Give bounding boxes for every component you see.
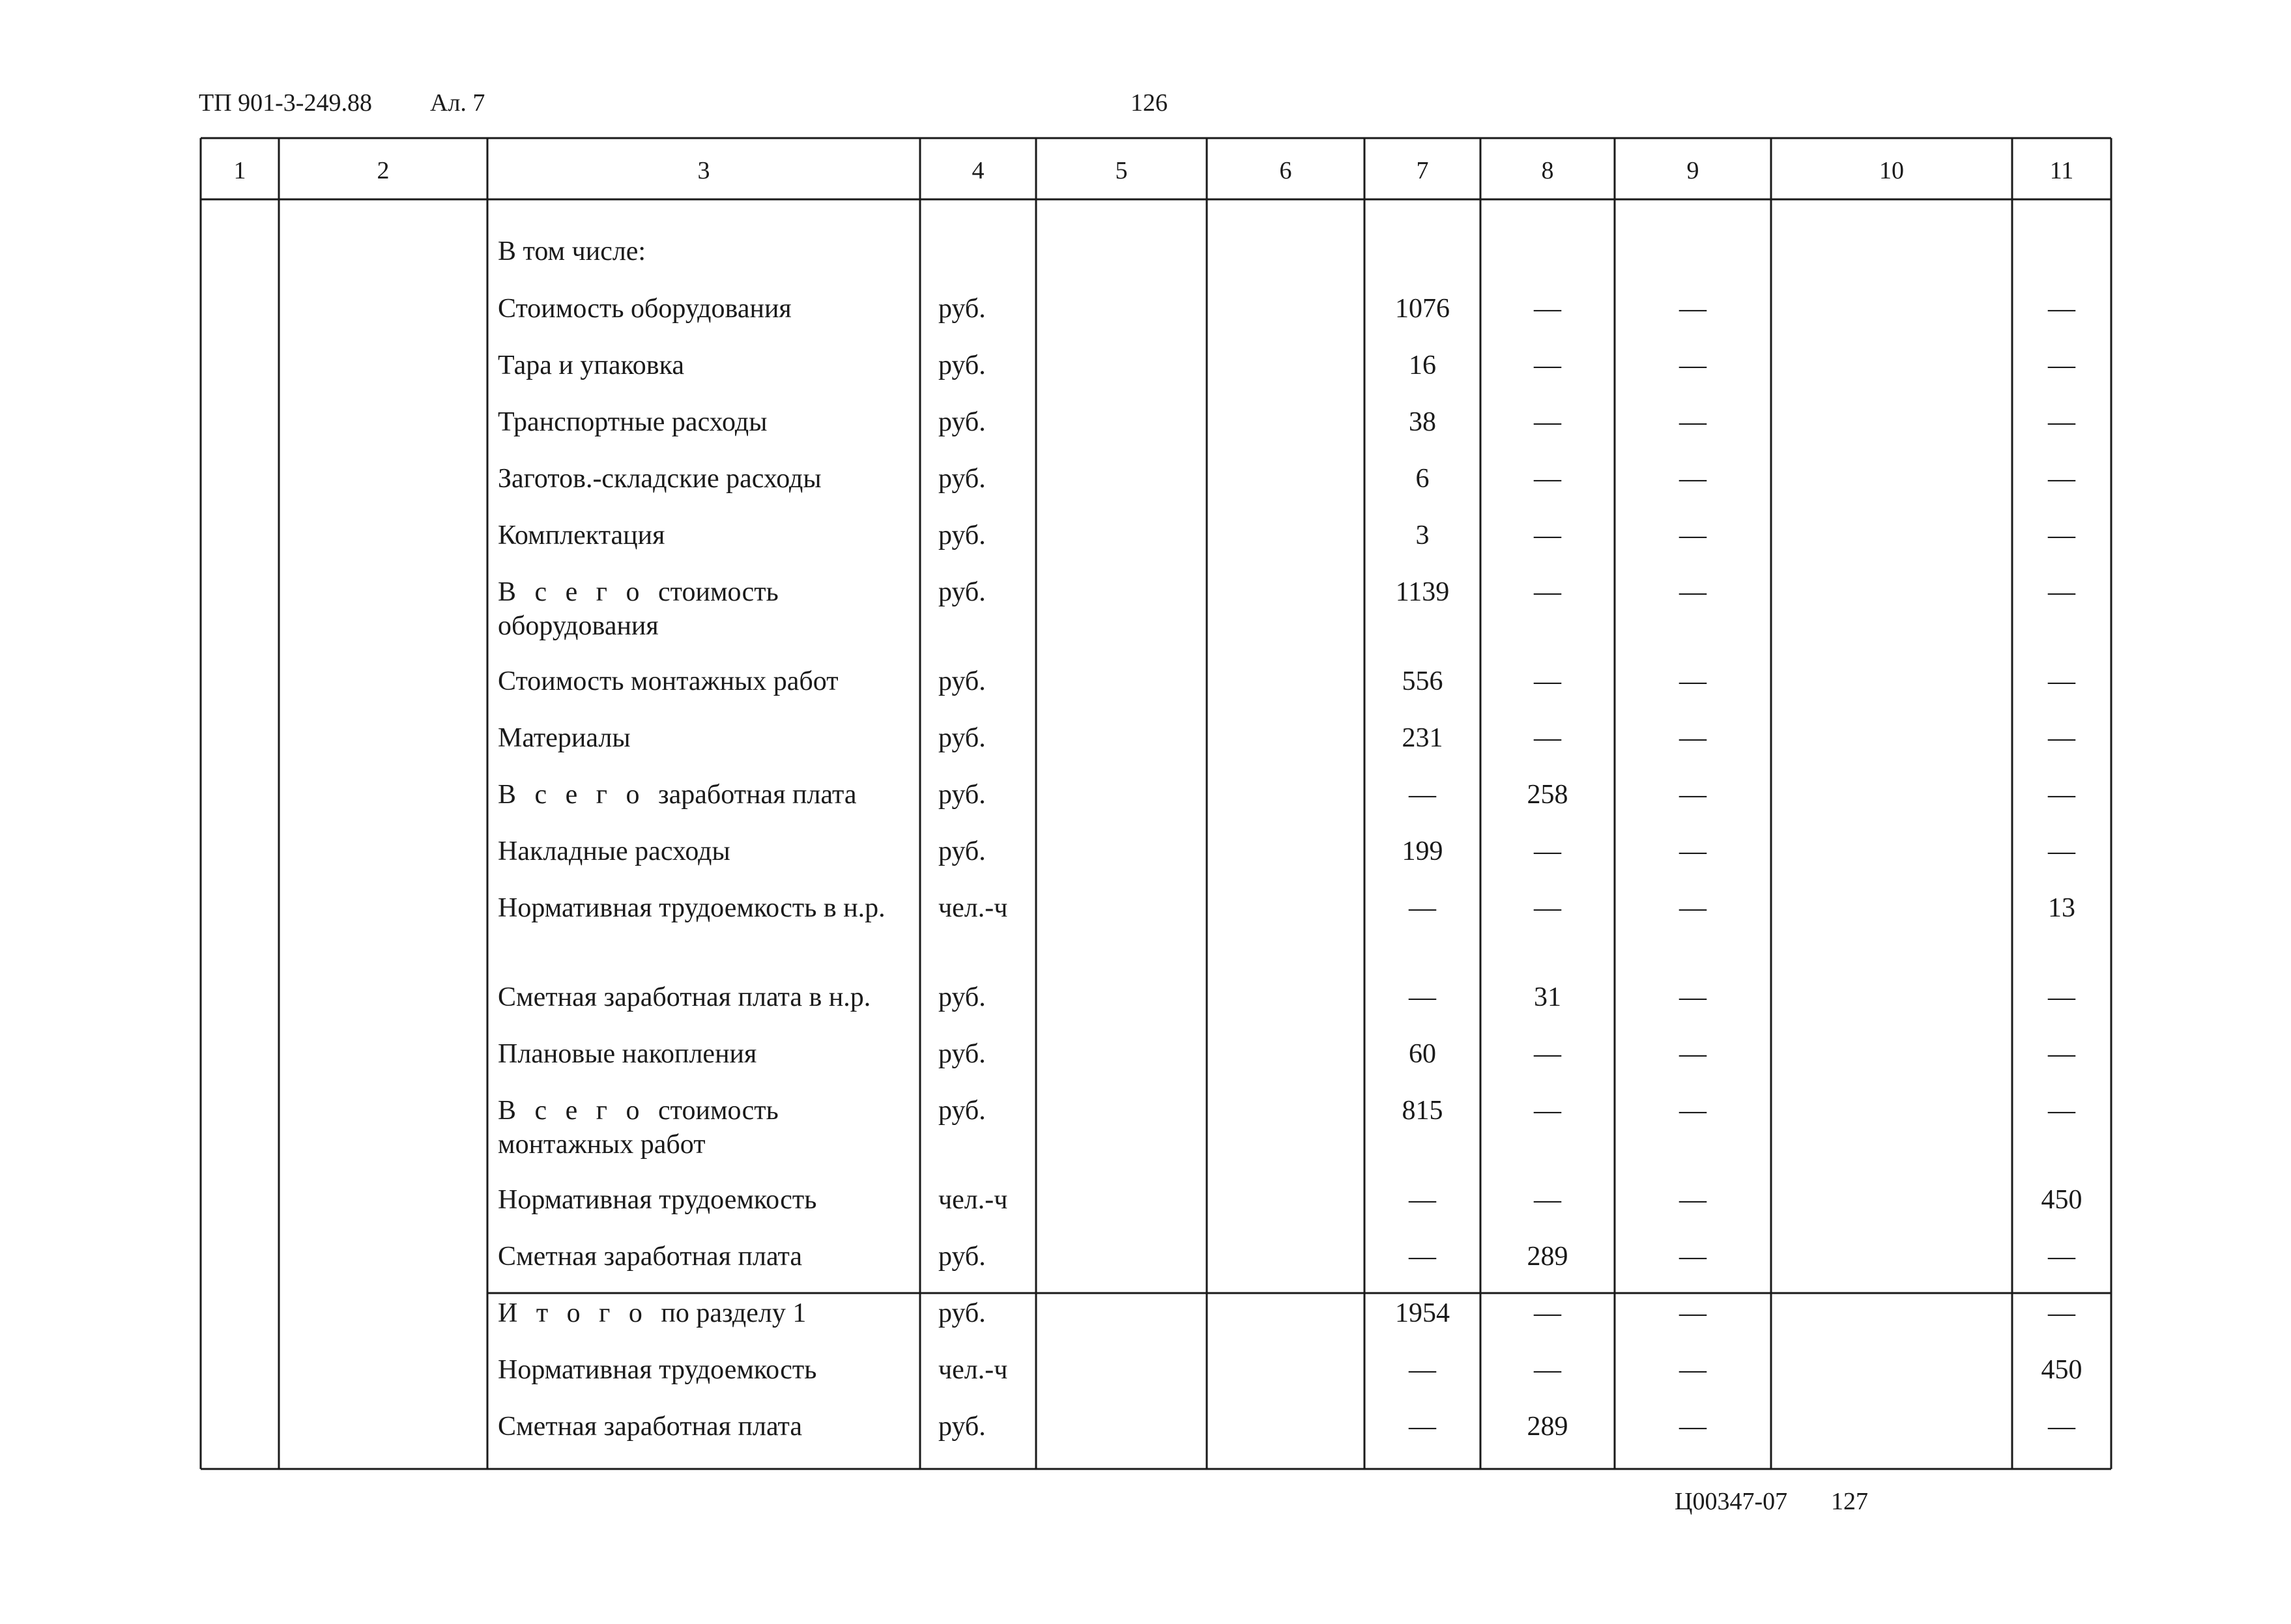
- row-9-col7: —: [1409, 780, 1436, 810]
- row-3-col7: 38: [1409, 407, 1436, 437]
- row-10-unit: руб.: [938, 836, 986, 866]
- row-12-col11: —: [2048, 982, 2075, 1012]
- row-9-col8: 258: [1527, 780, 1568, 810]
- row-2-description: [498, 349, 915, 382]
- row-2-unit: руб.: [938, 350, 986, 380]
- row-6-col11: —: [2048, 577, 2075, 607]
- row-5-unit: руб.: [938, 520, 986, 550]
- row-7-col8: —: [1534, 666, 1561, 696]
- row-14-unit: руб.: [938, 1096, 986, 1126]
- row-3-col11: —: [2048, 407, 2075, 437]
- row-16-col11: —: [2048, 1242, 2075, 1272]
- row-12-description-text: Сметная заработная плата в н.р.: [498, 982, 871, 1012]
- row-8-col11: —: [2048, 723, 2075, 753]
- row-5-col9: —: [1679, 520, 1707, 550]
- column-header-4: 4: [972, 157, 985, 184]
- row-15-description: [498, 1183, 915, 1217]
- row-4-description: [498, 462, 915, 496]
- row-11-unit: чел.-ч: [938, 893, 1008, 923]
- row-4-col7: 6: [1415, 464, 1430, 494]
- row-2-col11: —: [2048, 350, 2075, 380]
- column-header-8: 8: [1541, 157, 1554, 184]
- row-1-col7: 1076: [1395, 294, 1450, 324]
- row-11-description: [498, 891, 915, 925]
- row-11-col7: —: [1409, 893, 1436, 923]
- row-1-col8: —: [1534, 294, 1561, 324]
- row-6-unit: руб.: [938, 577, 986, 607]
- row-14-col8: —: [1534, 1096, 1561, 1126]
- row-3-unit: руб.: [938, 407, 986, 437]
- row-10-col11: —: [2048, 836, 2075, 866]
- row-2-col7: 16: [1409, 350, 1436, 380]
- row-2-col9: —: [1679, 350, 1707, 380]
- column-header-6: 6: [1279, 157, 1292, 184]
- row-16-col8: 289: [1527, 1242, 1568, 1272]
- row-11-col11: 13: [2048, 893, 2075, 923]
- row-7-description: [498, 664, 915, 698]
- row-8-unit: руб.: [938, 723, 986, 753]
- row-14-col11: —: [2048, 1096, 2075, 1126]
- row-11-description-text: Нормативная трудоемкость в н.р.: [498, 893, 886, 923]
- total-row-2-col8: —: [1534, 1355, 1561, 1385]
- row-16-col9: —: [1679, 1242, 1707, 1272]
- row-3-description: [498, 405, 915, 439]
- row-13-col11: —: [2048, 1039, 2075, 1069]
- column-header-1: 1: [233, 157, 246, 184]
- row-13-unit: руб.: [938, 1039, 986, 1069]
- row-4-unit: руб.: [938, 464, 986, 494]
- row-12-description: [498, 980, 915, 1014]
- row-3-col8: —: [1534, 407, 1561, 437]
- row-8-col9: —: [1679, 723, 1707, 753]
- row-1-description-text: Стоимость оборудования: [498, 294, 792, 324]
- row-14-description: [498, 1094, 915, 1161]
- row-14-col9: —: [1679, 1096, 1707, 1126]
- row-8-description: [498, 721, 915, 755]
- row-11-col8: —: [1534, 893, 1561, 923]
- row-4-col9: —: [1679, 464, 1707, 494]
- row-9-description-emphasis: В с е г о: [498, 780, 659, 810]
- total-row-1-col11: —: [2048, 1298, 2075, 1328]
- total-row-1-description-emphasis: И т о г о: [498, 1298, 661, 1328]
- row-7-unit: руб.: [938, 666, 986, 696]
- row-8-col8: —: [1534, 723, 1561, 753]
- row-3-col9: —: [1679, 407, 1707, 437]
- row-7-description-text: Стоимость монтажных работ: [498, 666, 839, 696]
- section-intro: В том числе:: [498, 236, 646, 266]
- total-row-1-description-text: по разделу 1: [661, 1298, 807, 1328]
- total-row-2-col9: —: [1679, 1355, 1707, 1385]
- total-row-3-col11: —: [2048, 1412, 2075, 1442]
- total-row-3-description: [498, 1410, 915, 1444]
- total-row-1-description: [498, 1296, 915, 1330]
- page-number: 126: [1131, 89, 1168, 117]
- row-9-col9: —: [1679, 780, 1707, 810]
- row-7-col11: —: [2048, 666, 2075, 696]
- row-8-description-text: Материалы: [498, 723, 631, 753]
- sheet-label: Ал. 7: [430, 89, 485, 117]
- row-12-col9: —: [1679, 982, 1707, 1012]
- row-15-col9: —: [1679, 1185, 1707, 1215]
- total-row-3-unit: руб.: [938, 1412, 986, 1442]
- row-15-unit: чел.-ч: [938, 1185, 1008, 1215]
- row-13-col7: 60: [1409, 1039, 1436, 1069]
- total-row-1-col8: —: [1534, 1298, 1561, 1328]
- total-row-3-col7: —: [1409, 1412, 1436, 1442]
- row-12-col8: 31: [1534, 982, 1561, 1012]
- row-9-unit: руб.: [938, 780, 986, 810]
- row-6-description-emphasis: В с е г о: [498, 577, 659, 607]
- row-4-col11: —: [2048, 464, 2075, 494]
- row-8-col7: 231: [1402, 723, 1443, 753]
- document-code: ТП 901-3-249.88: [199, 89, 372, 117]
- row-10-description-text: Накладные расходы: [498, 836, 730, 866]
- total-row-1-unit: руб.: [938, 1298, 986, 1328]
- row-6-description: [498, 575, 915, 643]
- row-10-col9: —: [1679, 836, 1707, 866]
- row-16-description-text: Сметная заработная плата: [498, 1242, 803, 1272]
- row-5-col11: —: [2048, 520, 2075, 550]
- row-15-col7: —: [1409, 1185, 1436, 1215]
- total-row-2-description: [498, 1353, 915, 1387]
- row-15-description-text: Нормативная трудоемкость: [498, 1185, 817, 1215]
- column-header-3: 3: [697, 157, 710, 184]
- row-10-col8: —: [1534, 836, 1561, 866]
- row-1-description: [498, 292, 915, 326]
- column-header-2: 2: [377, 157, 390, 184]
- row-12-unit: руб.: [938, 982, 986, 1012]
- row-10-description: [498, 834, 915, 868]
- row-5-description-text: Комплектация: [498, 520, 665, 550]
- row-2-col8: —: [1534, 350, 1561, 380]
- row-12-col7: —: [1409, 982, 1436, 1012]
- row-4-col8: —: [1534, 464, 1561, 494]
- column-header-9: 9: [1686, 157, 1699, 184]
- column-header-10: 10: [1879, 157, 1904, 184]
- row-16-description: [498, 1240, 915, 1274]
- row-6-col9: —: [1679, 577, 1707, 607]
- row-2-description-text: Тара и упаковка: [498, 350, 685, 380]
- row-13-col9: —: [1679, 1039, 1707, 1069]
- row-6-col8: —: [1534, 577, 1561, 607]
- column-header-5: 5: [1115, 157, 1128, 184]
- row-14-description-text: стоимость монтажных работ: [498, 1096, 779, 1160]
- row-13-description: [498, 1037, 915, 1071]
- row-7-col7: 556: [1402, 666, 1443, 696]
- row-9-description: [498, 778, 915, 812]
- total-row-2-col7: —: [1409, 1355, 1436, 1385]
- row-10-col7: 199: [1402, 836, 1443, 866]
- total-row-3-col9: —: [1679, 1412, 1707, 1442]
- row-5-col8: —: [1534, 520, 1561, 550]
- column-header-11: 11: [2049, 157, 2074, 184]
- total-row-2-description-text: Нормативная трудоемкость: [498, 1355, 817, 1385]
- row-6-description-text: стоимость оборудования: [498, 577, 779, 641]
- total-row-2-unit: чел.-ч: [938, 1355, 1008, 1385]
- row-16-unit: руб.: [938, 1242, 986, 1272]
- row-1-col11: —: [2048, 294, 2075, 324]
- total-row-3-description-text: Сметная заработная плата: [498, 1412, 803, 1442]
- total-row-1-col9: —: [1679, 1298, 1707, 1328]
- row-13-description-text: Плановые накопления: [498, 1039, 757, 1069]
- column-header-7: 7: [1416, 157, 1429, 184]
- total-row-2-col11: 450: [2041, 1355, 2082, 1385]
- row-13-col8: —: [1534, 1039, 1561, 1069]
- row-7-col9: —: [1679, 666, 1707, 696]
- footer-page-number: 127: [1831, 1488, 1868, 1515]
- footer-document-code: Ц00347-07: [1675, 1488, 1788, 1515]
- row-14-col7: 815: [1402, 1096, 1443, 1126]
- row-5-col7: 3: [1415, 520, 1430, 550]
- row-4-description-text: Заготов.-складские расходы: [498, 464, 822, 494]
- row-15-col8: —: [1534, 1185, 1561, 1215]
- row-9-description-text: заработная плата: [658, 780, 857, 810]
- row-14-description-emphasis: В с е г о: [498, 1096, 659, 1126]
- row-3-description-text: Транспортные расходы: [498, 407, 768, 437]
- row-1-col9: —: [1679, 294, 1707, 324]
- total-row-3-col8: 289: [1527, 1412, 1568, 1442]
- row-9-col11: —: [2048, 780, 2075, 810]
- total-row-1-col7: 1954: [1395, 1298, 1450, 1328]
- row-11-col9: —: [1679, 893, 1707, 923]
- row-16-col7: —: [1409, 1242, 1436, 1272]
- row-1-unit: руб.: [938, 294, 986, 324]
- row-5-description: [498, 519, 915, 552]
- row-15-col11: 450: [2041, 1185, 2082, 1215]
- row-6-col7: 1139: [1395, 577, 1450, 607]
